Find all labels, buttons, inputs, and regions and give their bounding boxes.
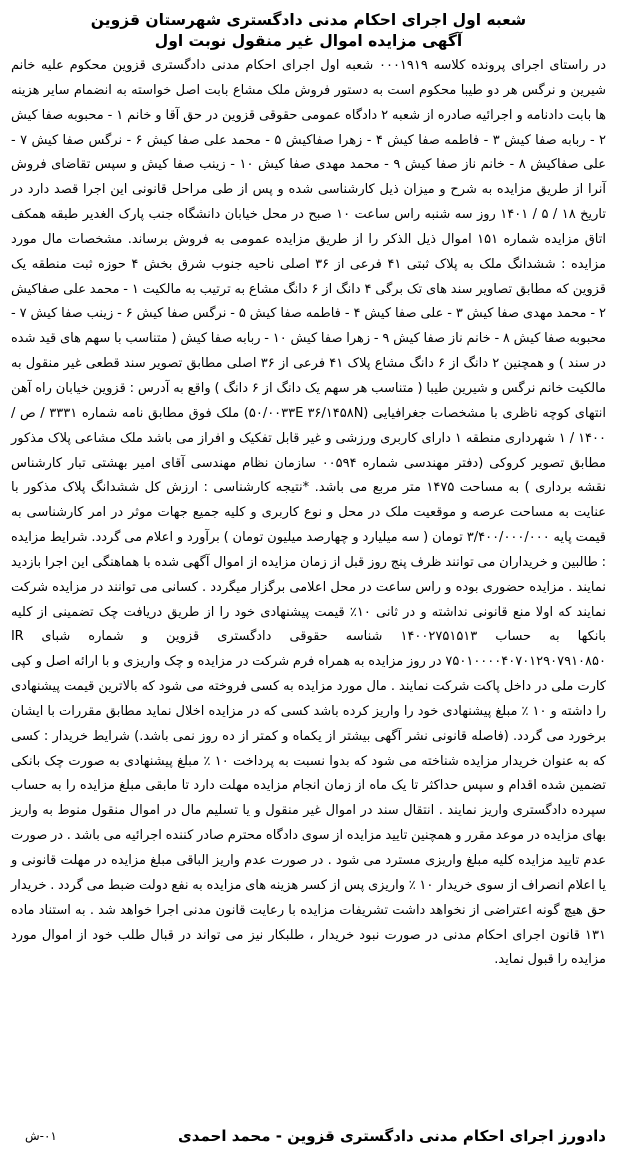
notice-code: ۰۱-ش — [25, 1129, 57, 1143]
auction-notice-heading: آگهی مزایده اموال غیر منقول نوبت اول — [154, 32, 463, 50]
notice-footer — [11, 1124, 606, 1148]
officer-signature: دادورز اجرای احکام مدنی دادگستری قزوین - محمد احمدی — [178, 1127, 606, 1145]
notice-body-text: در راستای اجرای پرونده کلاسه ۰۰۰۱۹۱۹ شعبه اول اجرای احکام مدنی دادگستری قزوین محکوم علیه خانم شیرین و نرگس هر دو طیبا محکوم است به دستور فروش ملک مشاع بابت اصل خواسته به انضمام سایر هزینه ها بابت دادنامه و اجرائیه صادره از شعبه ۲ دادگاه عمومی حقوقی قزوین در حق آقا و خانم ۱ - محبوبه صفا کیش ۲ - ربابه صفا کیش ۳ - فاطمه صفا کیش ۴ - زهرا صفاکیش ۵ - محمد علی صفا کیش ۶ - نرگس صفا کیش ۷ - علی صفاکیش ۸ - خانم ناز صفا کیش ۹ - محمد مهدی صفا کیش ۱۰ - زینب صفا کیش و سپس تقاضای فروش آنرا از طریق مزایده به شرح و میزان ذیل کارشناسی شده و پس از طی مراحل قانونی این اجرا قصد دارد در تاریخ ۱۸ / ۵ / ۱۴۰۱ روز سه شنبه راس ساعت ۱۰ صبح در محل خیابان دانشگاه جنب پارک الغدیر طبقه همکف اتاق مزایده شماره ۱۵۱ اموال ذیل الذکر را از طریق مزایده عمومی به فروش برساند. مشخصات مال مورد مزایده : ششدانگ ملک به پلاک ثبتی ۴۱ فرعی از ۳۶ اصلی ناحیه جنوب شرق بخش ۴ حوزه ثبت منطقه یک قزوین که مطابق تصاویر سند های تک برگی ۴ دانگ از ۶ دانگ مشاع به ترتیب به مالکیت ۱ - محمد علی صفاکیش ۲ - محمد مهدی صفا کیش ۳ - علی صفا کیش ۴ - فاطمه صفا کیش ۵ - نرگس صفا کیش ۶ - زینب صفا کیش ۷ - محبوبه صفا کیش ۸ - خانم ناز صفا کیش ۹ - زهرا صفا کیش ۱۰ - ربابه صفا کیش ( متناسب با سهم های قید شده در سند ) و همچنین ۲ دانگ از ۶ دانگ مشاع پلاک ۴۱ فرعی از ۳۶ اصلی مطابق تصویر سند قطعی غیر منقول به مالکیت خانم نرگس و شیرین طیبا ( متناسب هر سهم یک دانگ از ۶ دانگ ) واقع به آدرس : قزوین خیابان راه آهن انتهای کوچه ناظری با مشخصات جغرافیایی (۵۰/۰۰۳۳E ۳۶/۱۴۵۸N) ملک فوق مطابق نامه شماره ۳۳۳۱ / ص / ۱۴۰۰ / ۱ شهرداری منطقه ۱ دارای کاربری ورزشی و غیر قابل تفکیک و افراز می باشد ملک مشاعی پلاک مذکور مطابق تصویر کروکی (دفتر مهندسی شماره ۰۰۵۹۴ سازمان نظام مهندسی آقای امیر بهشتی تبار کارشناس نقشه برداری ) به مساحت ۱۴۷۵ متر مربع می باشد. *نتیجه کارشناسی : ارزش کل ششدانگ پلاک مذکور با عنایت به مساحت عرصه و موقعیت ملک در محل و نوع کاربری و کلیه جمیع جهات موثر در امر کارشناسی به قیمت پایه ۳/۴۰۰/۰۰۰/۰۰۰ تومان ( سه میلیارد و چهارصد میلیون تومان ) برآورد و اعلام می گردد. شرایط مزایده : طالبین و خریداران می توانند ظرف پنج روز قبل از زمان مزایده از اموال آگهی شده با هماهنگی این اجرا بازدید نمایند . مزایده حضوری بوده و راس ساعت در محل اعلامی برگزار میگردد . کسانی می توانند در مزایده شرکت نمایند که اولا منع قانونی نداشته و در ثانی ۱۰٪ قیمت پیشنهادی خود را از طریق دریافت چک تضمینی از کلیه بانکها به حساب ۱۴۰۰۲۷۵۱۵۱۳ شناسه حقوقی دادگستری قزوین و شماره شبای IR ۷۵۰۱۰۰۰۰۴۰۷۰۱۲۹۰۷۹۱۰۸۵۰ در روز مزایده به همراه فرم شرکت در مزایده و چک واریزی و با ارائه اصل و کپی کارت ملی در داخل پاکت شرکت نمایند . مال مورد مزایده به کسی فروخته می شود که بالاترین قیمت پیشنهادی را داشته و ۱۰ ٪ مبلغ پیشنهادی خود را واریز کرده باشد کسی که در مزایده اخلال نماید مطابق مقررات با ایشان برخورد می گردد. (فاصله قانونی نشر آگهی بیشتر از یکماه و کمتر از ده روز نمی باشد.) شرایط خریدار : کسی که به عنوان خریدار مزایده شناخته می شود که بدوا نسبت به پرداخت ۱۰ ٪ مبلغ پیشنهادی به صورت چک بانکی تضمین شده اقدام و سپس حداکثر تا یک ماه از زمان انجام مزایده مهلت دارد تا مابقی مبلغ مزایده را به حساب سپرده دادگستری واریز نمایند . انتقال سند در اموال غیر منقول و یا تسلیم مال در اموال منقول منوط به واریز بهای مزایده در موعد مقرر و همچنین تایید مزایده از سوی دادگاه محترم صادر کننده اجرائیه می باشد . در صورت عدم تایید مزایده کلیه مبلغ واریزی مسترد می شود . در صورت عدم واریز الباقی مبلغ مزایده در مهلت قانونی و یا اعلام انصراف از سوی خریدار ۱۰ ٪ واریزی پس از کسر هزینه های مزایده به نفع دولت ضبط می گردد . خریدار حق هیچ گونه اعتراضی از نخواهد داشت تشریفات مزایده با رعایت قانون مدنی اجرا خواهد شد . به استناد ماده ۱۳۱ قانون اجرای احکام مدنی در صورت نبود خریدار ، طلبکار نیز می تواند در قبال طلب خود از اموال مورد مزایده را قبول نماید. — [11, 58, 607, 968]
court-branch-heading: شعبه اول اجرای احکام مدنی دادگستری شهرستان قزوین — [90, 11, 527, 29]
